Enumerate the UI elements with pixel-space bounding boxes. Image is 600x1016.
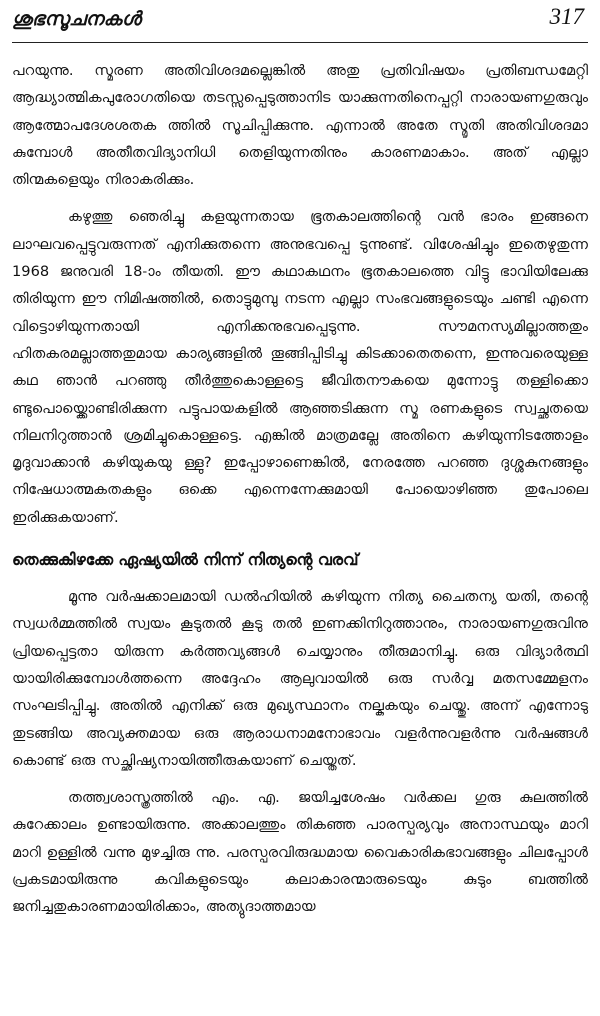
paragraph: കഴുത്തു ഞെരിച്ചു കളയുന്നതായ ഭൂതകാലത്തിന്റെ വൻ ഭാരം ഇങ്ങനെ ലാഘവപ്പെട്ടുവരുന്നത് എനിക്കുതന്നെ അനുഭവപ്പെ ടുന്നുണ്ട്. വിശേഷിച്ചും ഇതെഴുതുന്ന 1968 ജനുവരി 18-ാം തീയതി. ഈ കഥാകഥനം ഭൂതകാലത്തെ വിട്ടു ഭാവിയിലേക്കു തിരിയുന്ന ഈ നിമിഷത്തിൽ, തൊട്ടുമുമ്പു നടന്ന എല്ലാ സംഭവങ്ങളുടെയും ചണ്ടി എന്നെ വിട്ടൊഴിയുന്നതായി എനിക്കനുഭവപ്പെടുന്നു. സൗമനസ്യമില്ലാത്തതും ഹിതകരമല്ലാത്തതുമായ കാര്യങ്ങളിൽ തൂങ്ങിപ്പിടിച്ചു കിടക്കാതെതന്നെ, ഇന്നുവരെയുള്ള കഥ ഞാൻ പറഞ്ഞു തീർത്തുകൊള്ളട്ടെ ജീവിതനൗകയെ മുന്നോട്ടു തള്ളിക്കൊ ണ്ടുപൊയ്ക്കൊണ്ടിരിക്കുന്ന പട്ടുപായകളിൽ ആഞ്ഞടിക്കുന്ന സ്മ രണകളുടെ സ്വച്ഛതയെ നിലനിറുത്താൻ ശ്രമിച്ചുകൊള്ളട്ടെ. എങ്കിൽ മാത്രമല്ലേ അതിനെ കഴിയുന്നിടത്തോളം മൃദുവാക്കാൻ കഴിയുകയു ള്ളു? ഇപ്പോഴാണെങ്കിൽ, നേരത്തേ പറഞ്ഞ ദുശ്ശകുനങ്ങളും നിഷേധാത്മകതകളും ഒക്കെ എന്നെന്നേക്കുമായി പോയൊഴിഞ്ഞ തുപോലെ ഇരിക്കുകയാണ്. xyxy=(12,208,588,526)
paragraph: തത്ത്വശാസ്ത്രത്തിൽ എം. എ. ജയിച്ചശേഷം വർക്കല ഗുരു കുലത്തിൽ കുറേക്കാലം ഉണ്ടായിരുന്നു. അക്കാലത്തും തികഞ്ഞ പാരസ്പര്യവും അനാസ്ഥയും മാറി മാറി ഉള്ളിൽ വന്നു മുഴച്ചിരു ന്നു. പരസ്പരവിരുദ്ധമായ വൈകാരികഭാവങ്ങളും ചിലപ്പോൾ പ്രകടമായിരുന്നു കവികളുടെയും കലാകാരന്മാരുടെയും കുടും ബത്തിൽ ജനിച്ചതുകാരണമായിരിക്കാം, അത്യുദാത്തമായ xyxy=(12,789,588,916)
paragraph: മൂന്നു വർഷക്കാലമായി ഡൽഹിയിൽ കഴിയുന്ന നിത്യ ചൈതന്യ യതി, തന്റെ സ്വധർമ്മത്തിൽ സ്വയം കൂടുതൽ കൂടു തൽ ഇണക്കിനിറുത്താനും, നാരായണഗുരുവിനു പ്രിയപ്പെട്ടതാ യിരുന്ന കർത്തവ്യങ്ങൾ ചെയ്യാനും തീരുമാനിച്ചു. ഒരു വിദ്യാർത്ഥി യായിരിക്കുമ്പോൾത്തന്നെ അദ്ദേഹം ആലുവായിൽ ഒരു സർവ്വ മതസമ്മേളനം സംഘടിപ്പിച്ചു. അതിൽ എനിക്ക് ഒരു മുഖ്യസ്ഥാനം നല്കുകയും ചെയ്തു. അന്ന് എന്നോടു തുടങ്ങിയ അവ്യക്തമായ ഒരു ആരാധനാമനോഭാവം വളർന്നുവളർന്നു വർഷങ്ങൾ കൊണ്ട് ഒരു സച്ഛിഷ്യനായിത്തീരുകയാണ് ചെയ്തത്. xyxy=(12,588,588,769)
running-title: ശുഭസൂചനകൾ xyxy=(12,8,142,30)
running-header xyxy=(12,0,588,43)
page-number: 317 xyxy=(549,4,584,29)
section-heading: തെക്കുകിഴക്കേ ഏഷ്യയിൽ നിന്ന് നിത്യന്റെ വരവ് xyxy=(12,550,359,570)
paragraph-continued: പറയുന്നു. സ്മരണ അതിവിശദമല്ലെങ്കിൽ അതു പ്രതിവിഷയം പ്രതിബന്ധമേറ്റി ആദ്ധ്യാത്മികപുരോഗതിയെ തടസ്സപ്പെടുത്താനിട യാക്കുന്നതിനെപ്പറ്റി നാരായണഗുരുവും ആത്മോപദേശശതക ത്തിൽ സൂചിപ്പിക്കുന്നു. എന്നാൽ അതേ സ്മൃതി അതിവിശദമാ കുമ്പോൾ അതീതവിദ്യാനിധി തെളിയുന്നതിനും കാരണമാകാം. അത് എല്ലാ തിന്മകളെയും നിരാകരിക്കും. xyxy=(12,62,588,189)
